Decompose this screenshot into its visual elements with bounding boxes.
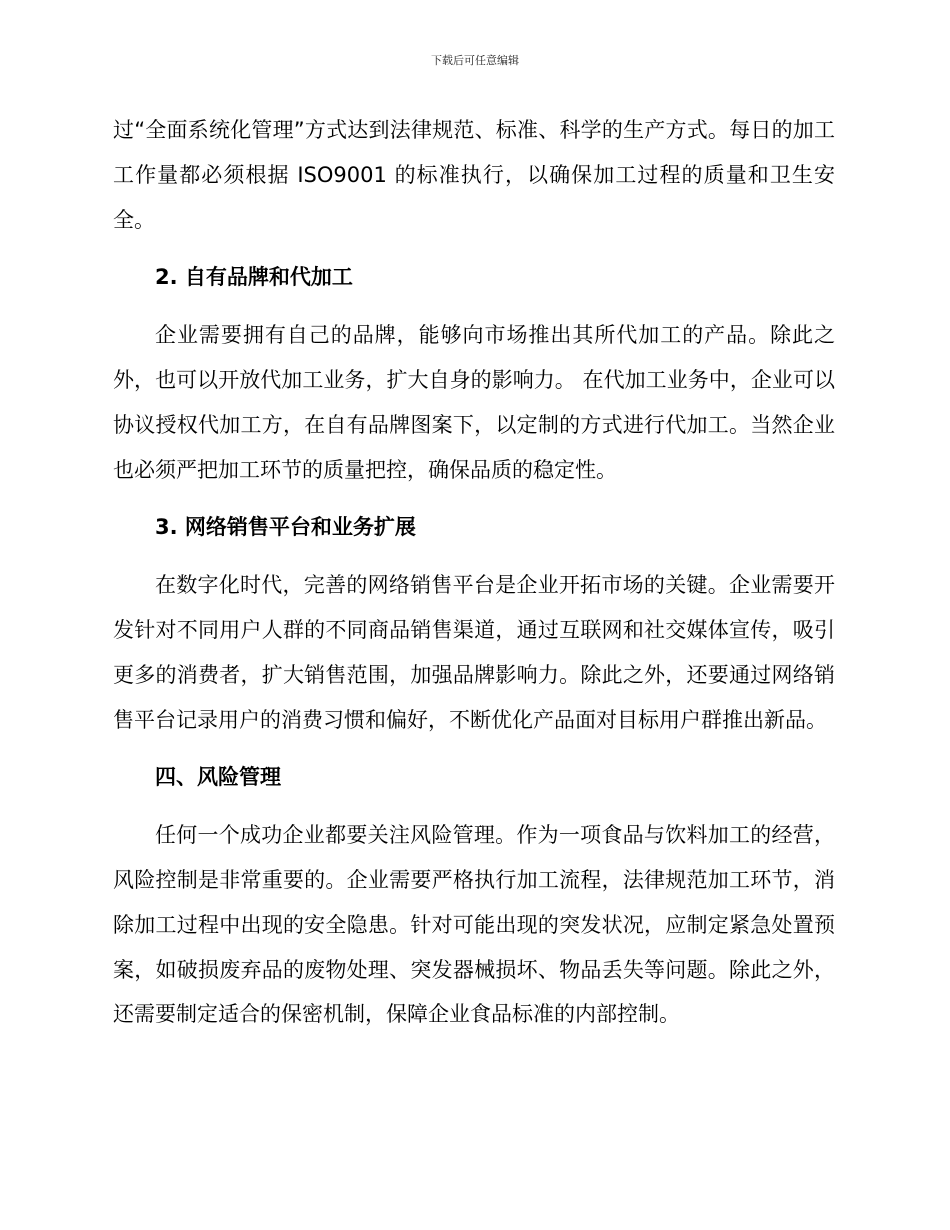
paragraph-management-continuation: 过“全面系统化管理”方式达到法律规范、标准、科学的生产方式。每日的加工工作量都必须根据 ISO9001 的标准执行，以确保加工过程的质量和卫生安全。: [113, 118, 835, 232]
heading-own-brand-oem: 2. 自有品牌和代加工: [155, 265, 353, 290]
heading-online-sales: 3. 网络销售平台和业务扩展: [155, 515, 416, 540]
spacer: [113, 550, 835, 563]
spacer: [113, 800, 835, 813]
spacer: [113, 300, 835, 313]
paragraph-online-sales: 在数字化时代，完善的网络销售平台是企业开拓市场的关键。企业需要开发针对不同用户人群的不同商品销售渠道，通过互联网和社交媒体宣传，吸引更多的消费者，扩大销售范围，加强品牌影响力。除此之外，还要通过网络销售平台记录用户的消费习惯和偏好，不断优化产品面对目标用户群推出新品。: [113, 573, 835, 732]
heading-risk-management: 四、风险管理: [155, 765, 281, 790]
spacer: [113, 492, 835, 505]
paragraph-own-brand-oem: 企业需要拥有自己的品牌，能够向市场推出其所代加工的产品。除此之外，也可以开放代加工业务，扩大自身的影响力。 在代加工业务中，企业可以协议授权代加工方，在自有品牌图案下，以定制的方式进行代加工。当然企业也必须严把加工环节的质量把控，确保品质的稳定性。: [113, 323, 835, 482]
spacer: [113, 242, 835, 255]
document-body: [113, 108, 835, 1037]
page-header: 下载后可任意编辑: [431, 54, 519, 67]
paragraph-risk-management: 任何一个成功企业都要关注风险管理。作为一项食品与饮料加工的经营，风险控制是非常重要的。企业需要严格执行加工流程，法律规范加工环节，消除加工过程中出现的安全隐患。针对可能出现的突发状况，应制定紧急处置预案，如破损废弃品的废物处理、突发器械损坏、物品丢失等问题。除此之外，还需要制定适合的保密机制，保障企业食品标准的内部控制。: [113, 823, 835, 1027]
spacer: [113, 742, 835, 755]
